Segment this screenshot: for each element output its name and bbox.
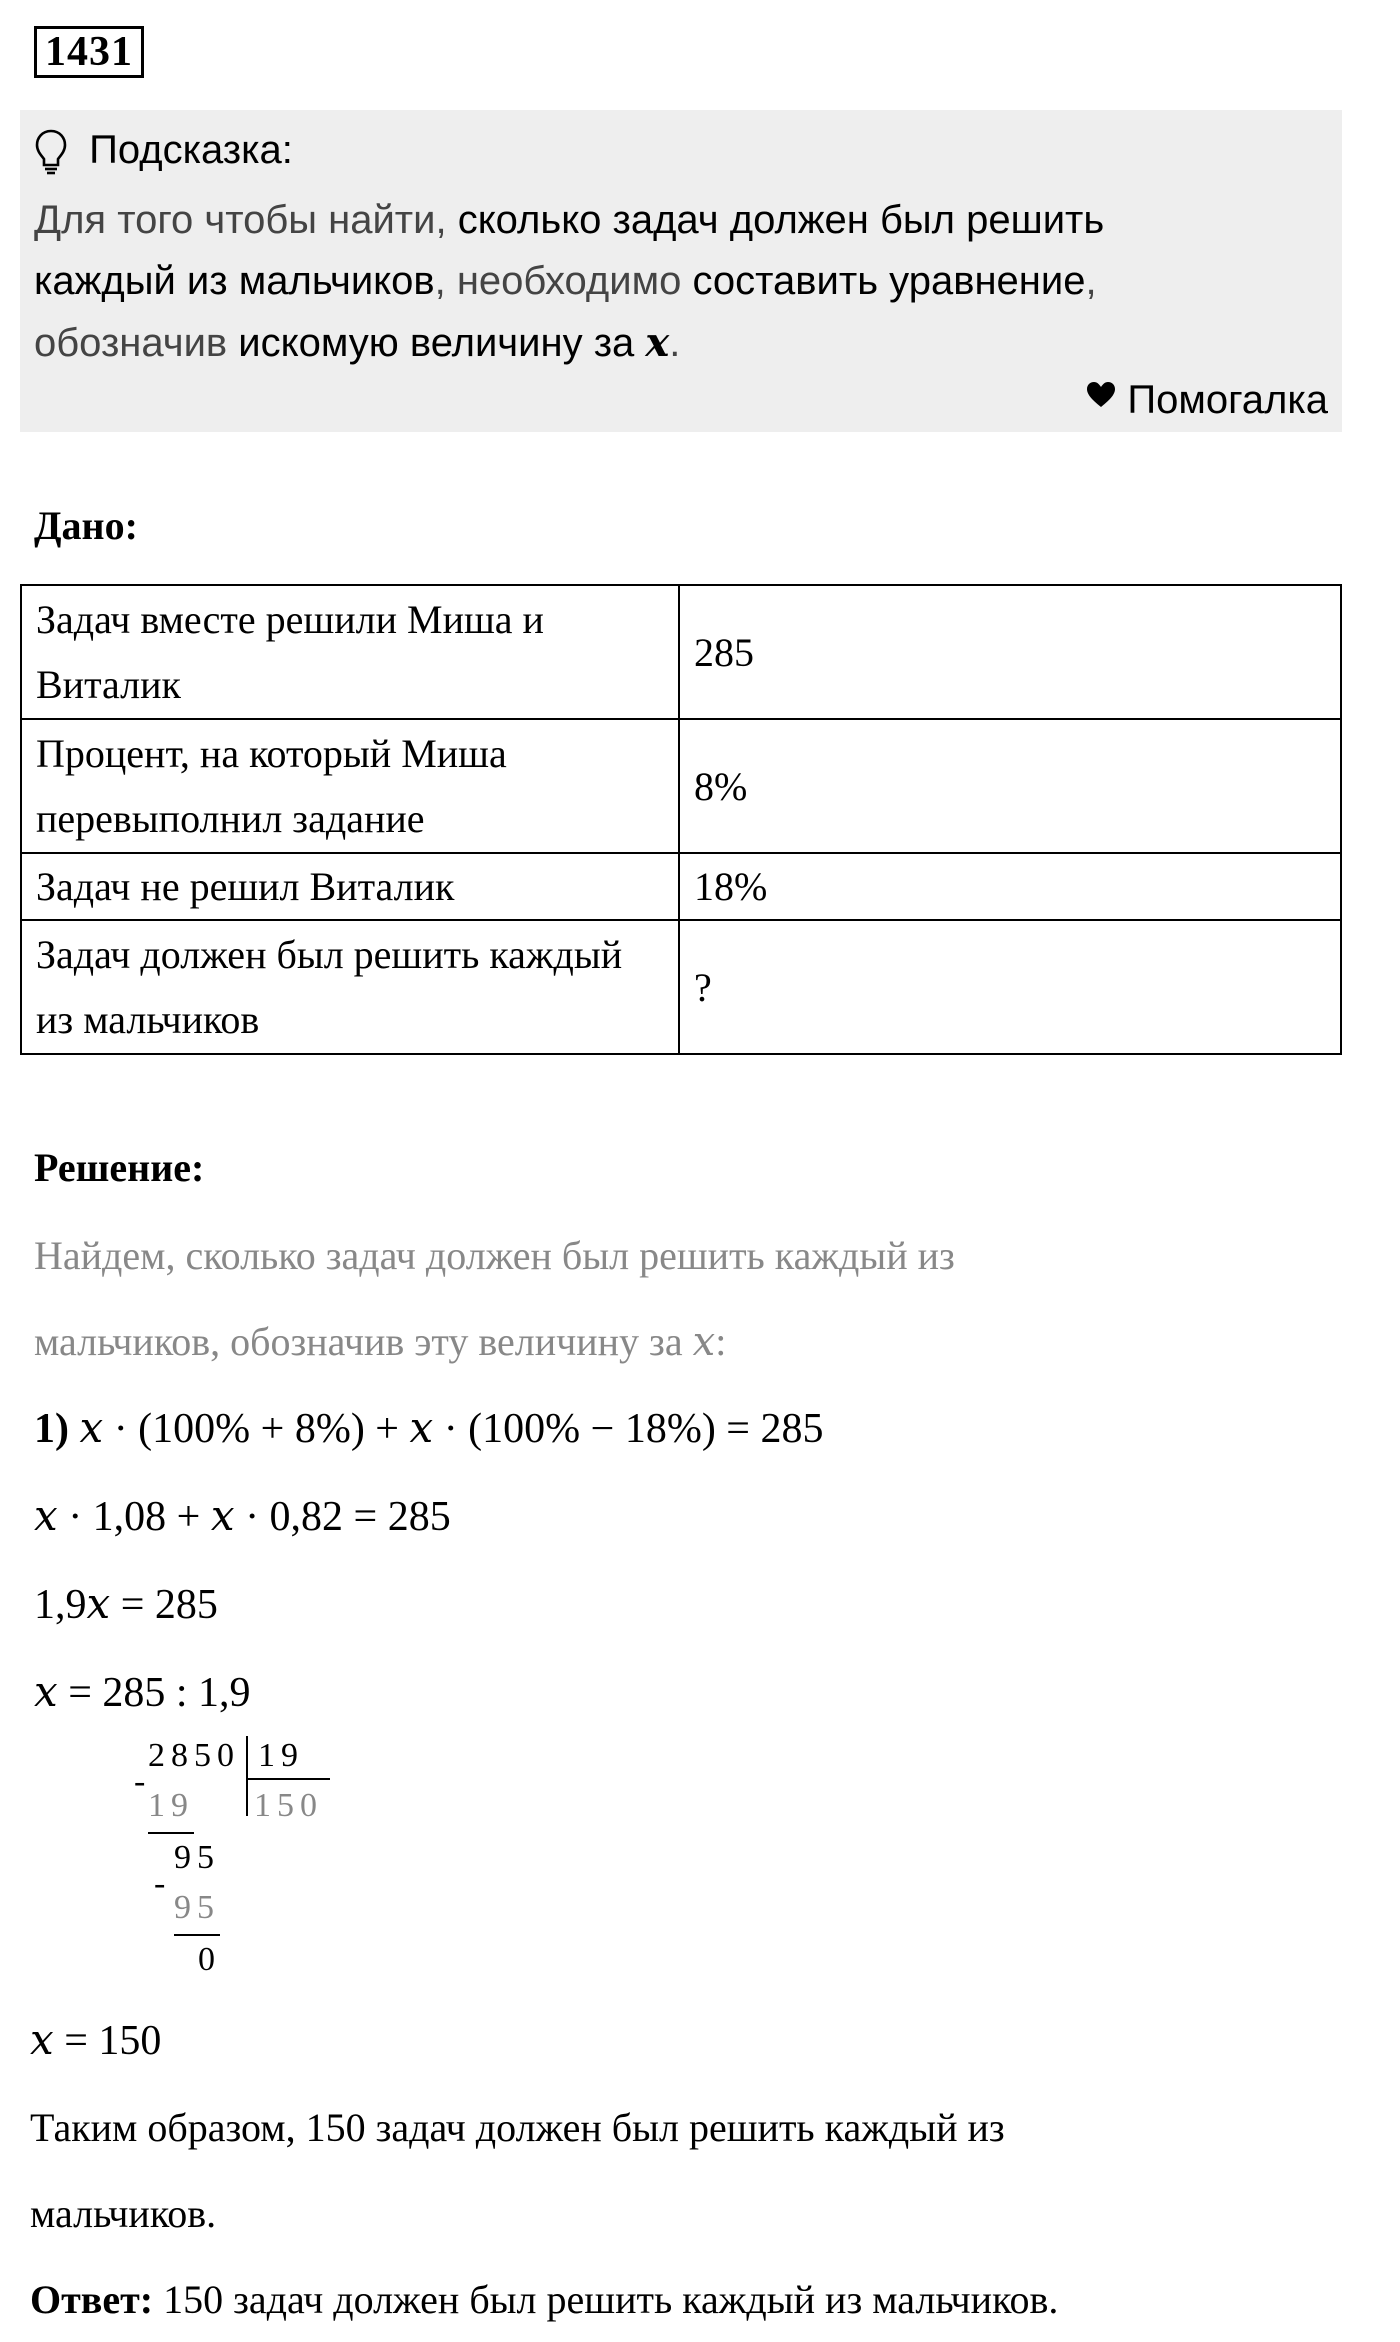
table-row (21, 920, 1341, 1054)
conclusion-line-2: мальчиков. (30, 2191, 217, 2236)
answer-text: 150 задач должен был решить каждый из мальчиков. (153, 2277, 1059, 2322)
solution-intro-line-2 (34, 1312, 726, 1372)
variable-x: x (645, 319, 670, 366)
variable-x: x (34, 1667, 58, 1716)
division-horizontal-line (248, 1778, 330, 1780)
table-row (21, 853, 1341, 920)
task-number: 1431 (34, 26, 144, 78)
brand-text: Помогалка (1127, 378, 1328, 422)
brand-label (1086, 372, 1328, 428)
division-divisor: 19 (258, 1737, 304, 1774)
equation-text: · (100% − 18%) = 285 (433, 1406, 824, 1452)
variable-x: x (34, 1491, 58, 1540)
division-line-2 (174, 1934, 220, 1936)
hint-text (34, 190, 1314, 374)
equation-text: · 1,08 + (57, 1494, 211, 1540)
equation-1 (34, 1398, 824, 1459)
division-dividend: 2850 (148, 1737, 240, 1774)
equation-text: = 285 (110, 1582, 218, 1628)
equation-5 (30, 2010, 161, 2071)
minus-sign: - (154, 1865, 166, 1902)
solution-heading: Решение: (34, 1145, 205, 1190)
table-row (21, 585, 1341, 719)
equation-text: 1,9 (34, 1582, 87, 1628)
long-division (128, 1736, 348, 1996)
variable-x: x (79, 1403, 104, 1452)
hint-text-part: . (669, 321, 681, 365)
hint-text-part: , (1085, 259, 1097, 303)
equation-text: = 150 (53, 2018, 162, 2064)
division-remainder-1: 95 (174, 1839, 220, 1876)
equation-4 (34, 1662, 251, 1723)
hint-text-emphasis: сколько задач должен был решить (457, 198, 1105, 242)
hint-title (34, 120, 293, 180)
equation-2 (34, 1486, 451, 1547)
table-cell-label: Задач должен был решить каждый из мальчиков (21, 920, 679, 1054)
lightbulb-icon (34, 128, 89, 172)
intro-text: : (715, 1319, 727, 1364)
division-remainder-2: 0 (198, 1941, 221, 1978)
hint-text-part: , необходимо (434, 259, 693, 303)
equation-text: · 0,82 = 285 (234, 1494, 451, 1540)
hint-text-emphasis: искомую величину за (238, 321, 646, 365)
table-cell-value: 8% (679, 719, 1341, 853)
equation-text: = 285 : 1,9 (57, 1670, 251, 1716)
answer-label: Ответ: (30, 2277, 154, 2322)
conclusion-line-1: Таким образом, 150 задач должен был решить каждый из (30, 2105, 1005, 2150)
hint-text-part: Для того чтобы найти, (34, 198, 458, 242)
variable-x: x (409, 1403, 434, 1452)
variable-x: x (692, 1319, 716, 1365)
heart-icon (1086, 378, 1127, 422)
equation-text: · (100% + 8%) + (103, 1406, 410, 1452)
hint-text-part: обозначив (34, 321, 239, 365)
hint-text-emphasis: каждый из мальчиков (34, 259, 435, 303)
given-heading: Дано: (34, 503, 138, 548)
table-row (21, 719, 1341, 853)
answer-line (30, 2270, 1058, 2330)
minus-sign: - (134, 1763, 146, 1800)
table-cell-value: ? (679, 920, 1341, 1054)
variable-x: x (210, 1491, 235, 1540)
division-vertical-line (246, 1736, 248, 1816)
division-quotient: 150 (254, 1787, 323, 1824)
table-cell-label: Задач вместе решили Миша и Виталик (21, 585, 679, 719)
step-number: 1) (34, 1406, 69, 1452)
table-cell-value: 285 (679, 585, 1341, 719)
table-cell-label: Процент, на который Миша перевыполнил задание (21, 719, 679, 853)
table-cell-value: 18% (679, 853, 1341, 920)
solution-intro-line-1: Найдем, сколько задач должен был решить каждый из (34, 1233, 955, 1278)
division-line-1 (148, 1832, 194, 1834)
hint-title-text: Подсказка: (89, 128, 293, 172)
division-subtrahend-2: 95 (174, 1889, 220, 1926)
given-table (20, 584, 1342, 1055)
variable-x: x (30, 2015, 54, 2064)
equation-3 (34, 1574, 218, 1635)
intro-text: мальчиков, обозначив эту величину за (34, 1319, 693, 1364)
table-cell-label: Задач не решил Виталик (21, 853, 679, 920)
hint-text-emphasis: составить уравнение (692, 259, 1086, 303)
variable-x: x (86, 1579, 111, 1628)
division-subtrahend-1: 19 (148, 1787, 194, 1824)
